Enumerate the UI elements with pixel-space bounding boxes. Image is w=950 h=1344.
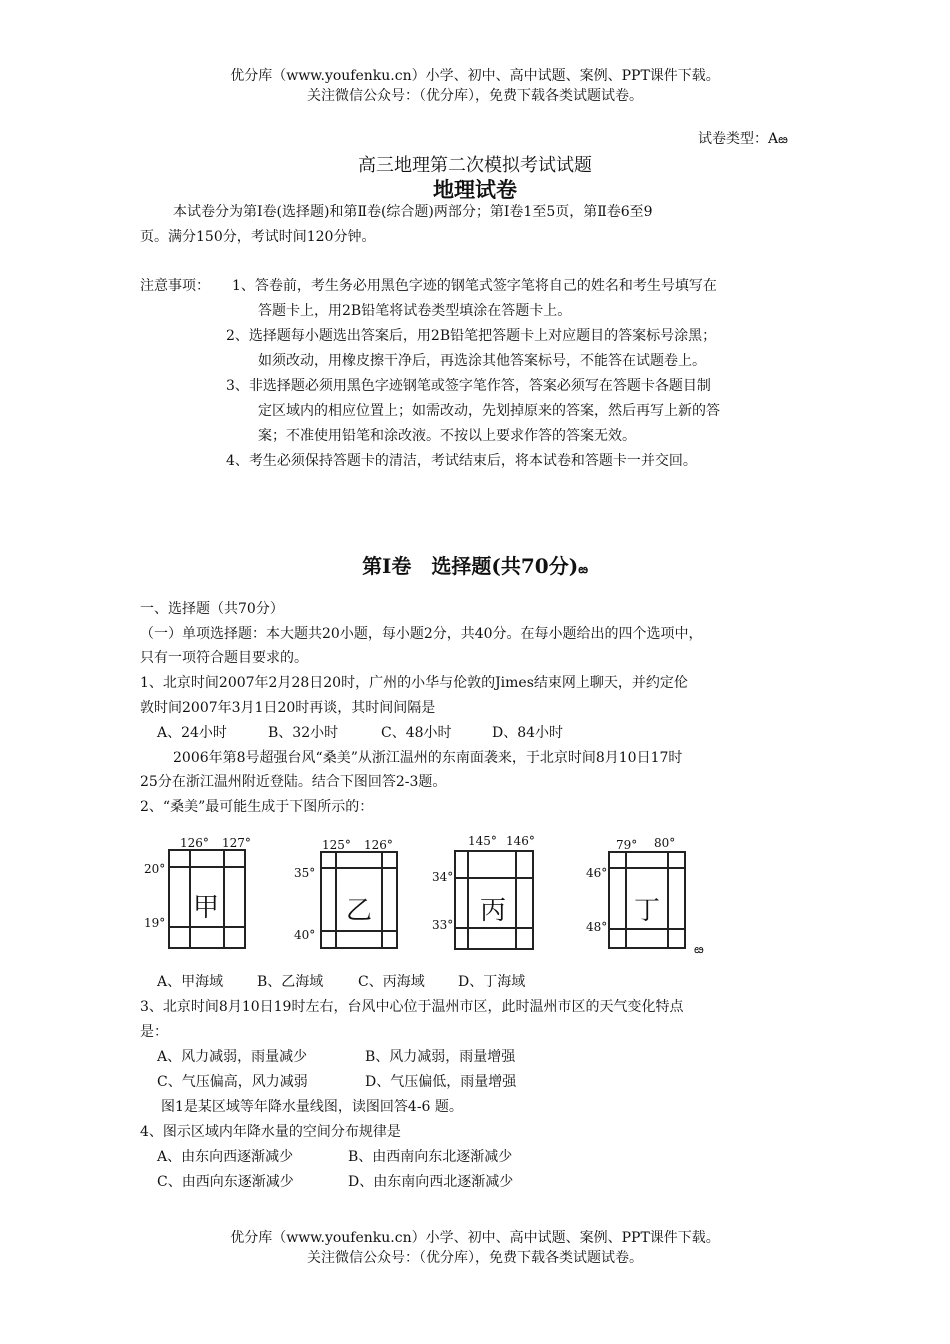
q1-line-1: 1、北京时间2007年2月28日20时，广州的小华与伦敦的Jimes结束网上聊天，并约定伦	[140, 675, 688, 691]
section-title-text: 第Ⅰ卷 选择题(共70分)	[362, 554, 579, 578]
instruction-line-2: 只有一项符合题目要求的。	[140, 650, 308, 666]
q2-option-b: B、乙海域	[257, 974, 324, 990]
q2-option-a: A、甲海域	[157, 974, 224, 990]
region-label: 丁	[634, 896, 661, 926]
q2-option-d: D、丁海域	[458, 974, 526, 990]
q3-option-b: B、风力减弱，雨量增强	[365, 1049, 516, 1065]
q3-option-a: A、风力减弱，雨量减少	[157, 1049, 308, 1065]
note-1-line-2: 答题卡上，用2B铅笔将试卷类型填涂在答题卡上。	[258, 303, 572, 319]
part-heading: 一、选择题（共70分）	[140, 601, 284, 617]
lat-label: 46°	[586, 866, 608, 880]
lon-label: 79°	[616, 838, 638, 852]
header-line-2: 关注微信公众号：（优分库），免费下载各类试题试卷。	[307, 88, 643, 104]
footer-line-1: 优分库（www.youfenku.cn）小学、初中、高中试题、案例、PPT课件下载。	[230, 1230, 720, 1246]
exam-title: 高三地理第二次模拟考试试题	[358, 155, 592, 176]
lat-label: 19°	[144, 916, 166, 930]
map-jia	[140, 832, 270, 952]
region-label: 乙	[346, 896, 373, 926]
header-line-1: 优分库（www.youfenku.cn）小学、初中、高中试题、案例、PPT课件下载。	[230, 68, 720, 84]
intro-line-2: 页。满分150分，考试时间120分钟。	[140, 229, 376, 245]
note-4-line-1: 4、考生必须保持答题卡的清洁，考试结束后，将本试卷和答题卡一并交回。	[226, 453, 697, 469]
intro-line-1: 本试卷分为第Ⅰ卷(选择题)和第Ⅱ卷(综合题)两部分；第Ⅰ卷1至5页，第Ⅱ卷6至9	[173, 204, 653, 220]
q2-text: 2、“桑美”最可能生成于下图所示的：	[140, 799, 374, 815]
q4-option-a: A、由东向西逐渐减少	[157, 1149, 294, 1165]
note-1-line-1: 1、答卷前，考生务必用黑色字迹的钢笔式签字笔将自己的姓名和考生号填写在	[232, 278, 717, 294]
note-2-line-2: 如须改动，用橡皮擦干净后，再选涂其他答案标号，不能答在试题卷上。	[258, 353, 706, 369]
lon-label: 127°	[222, 836, 251, 850]
region-label: 丙	[480, 896, 507, 926]
lon-label: 146°	[506, 834, 535, 848]
mark-icon: ఴ	[694, 942, 704, 956]
lon-label: 126°	[180, 836, 209, 850]
lat-label: 48°	[586, 920, 608, 934]
footer-line-2: 关注微信公众号：（优分库），免费下载各类试题试卷。	[307, 1250, 643, 1266]
note-3-line-1: 3、非选择题必须用黑色字迹钢笔或签字笔作答，答案必须写在答题卡各题目制	[226, 378, 711, 394]
map-yi	[292, 832, 422, 952]
context1-line-2: 25分在浙江温州附近登陆。结合下图回答2-3题。	[140, 774, 447, 790]
q4-option-d: D、由东南向西北逐渐减少	[348, 1174, 514, 1190]
q1-option-c: C、48小时	[381, 725, 452, 741]
mark-icon: ఴ	[778, 132, 788, 146]
section-title	[0, 550, 950, 579]
lat-label: 34°	[432, 870, 454, 884]
paper-type	[698, 128, 788, 149]
notes-label: 注意事项：	[140, 278, 210, 294]
q1-option-a: A、24小时	[157, 725, 227, 741]
note-2-line-1: 2、选择题每小题选出答案后，用2B铅笔把答题卡上对应题目的答案标号涂黑；	[226, 328, 717, 344]
context1-line-1: 2006年第8号超强台风“桑美”从浙江温州的东南面袭来，于北京时间8月10日17时	[173, 750, 683, 766]
q1-line-2: 敦时间2007年3月1日20时再谈，其时间间隔是	[140, 700, 436, 716]
lon-label: 125°	[322, 838, 351, 852]
region-label: 甲	[193, 893, 220, 923]
q1-option-b: B、32小时	[268, 725, 339, 741]
q2-option-c: C、丙海域	[358, 974, 425, 990]
q1-option-d: D、84小时	[492, 725, 564, 741]
mark-icon: ఴ	[578, 562, 588, 576]
instruction-line-1: （一）单项选择题：本大题共20小题，每小题2分，共40分。在每小题给出的四个选项中，	[140, 626, 703, 642]
q4-option-b: B、由西南向东北逐渐减少	[348, 1149, 513, 1165]
map-ding	[586, 832, 726, 957]
exam-subtitle: 地理试卷	[433, 177, 517, 202]
q3-option-c: C、气压偏高，风力减弱	[157, 1074, 308, 1090]
context2: 图1是某区域等年降水量线图，读图回答4-6 题。	[161, 1099, 463, 1115]
lat-label: 35°	[294, 866, 316, 880]
lat-label: 40°	[294, 928, 316, 942]
note-3-line-3: 案；不准使用铅笔和涂改液。不按以上要求作答的答案无效。	[258, 428, 636, 444]
q4-text: 4、图示区域内年降水量的空间分布规律是	[140, 1124, 401, 1140]
q3-option-d: D、气压偏低，雨量增强	[365, 1074, 517, 1090]
q4-option-c: C、由西向东逐渐减少	[157, 1174, 294, 1190]
paper-type-label: 试卷类型：A	[698, 131, 779, 147]
q3-line-1: 3、北京时间8月10日19时左右，台风中心位于温州市区，此时温州市区的天气变化特点	[140, 999, 684, 1015]
lon-label: 80°	[654, 836, 676, 850]
lat-label: 20°	[144, 862, 166, 876]
note-3-line-2: 定区域内的相应位置上；如需改动，先划掉原来的答案，然后再写上新的答	[258, 403, 720, 419]
lon-label: 126°	[364, 838, 393, 852]
map-bing	[430, 832, 560, 952]
q3-line-2: 是：	[140, 1024, 168, 1040]
lon-label: 145°	[468, 834, 497, 848]
lat-label: 33°	[432, 918, 454, 932]
